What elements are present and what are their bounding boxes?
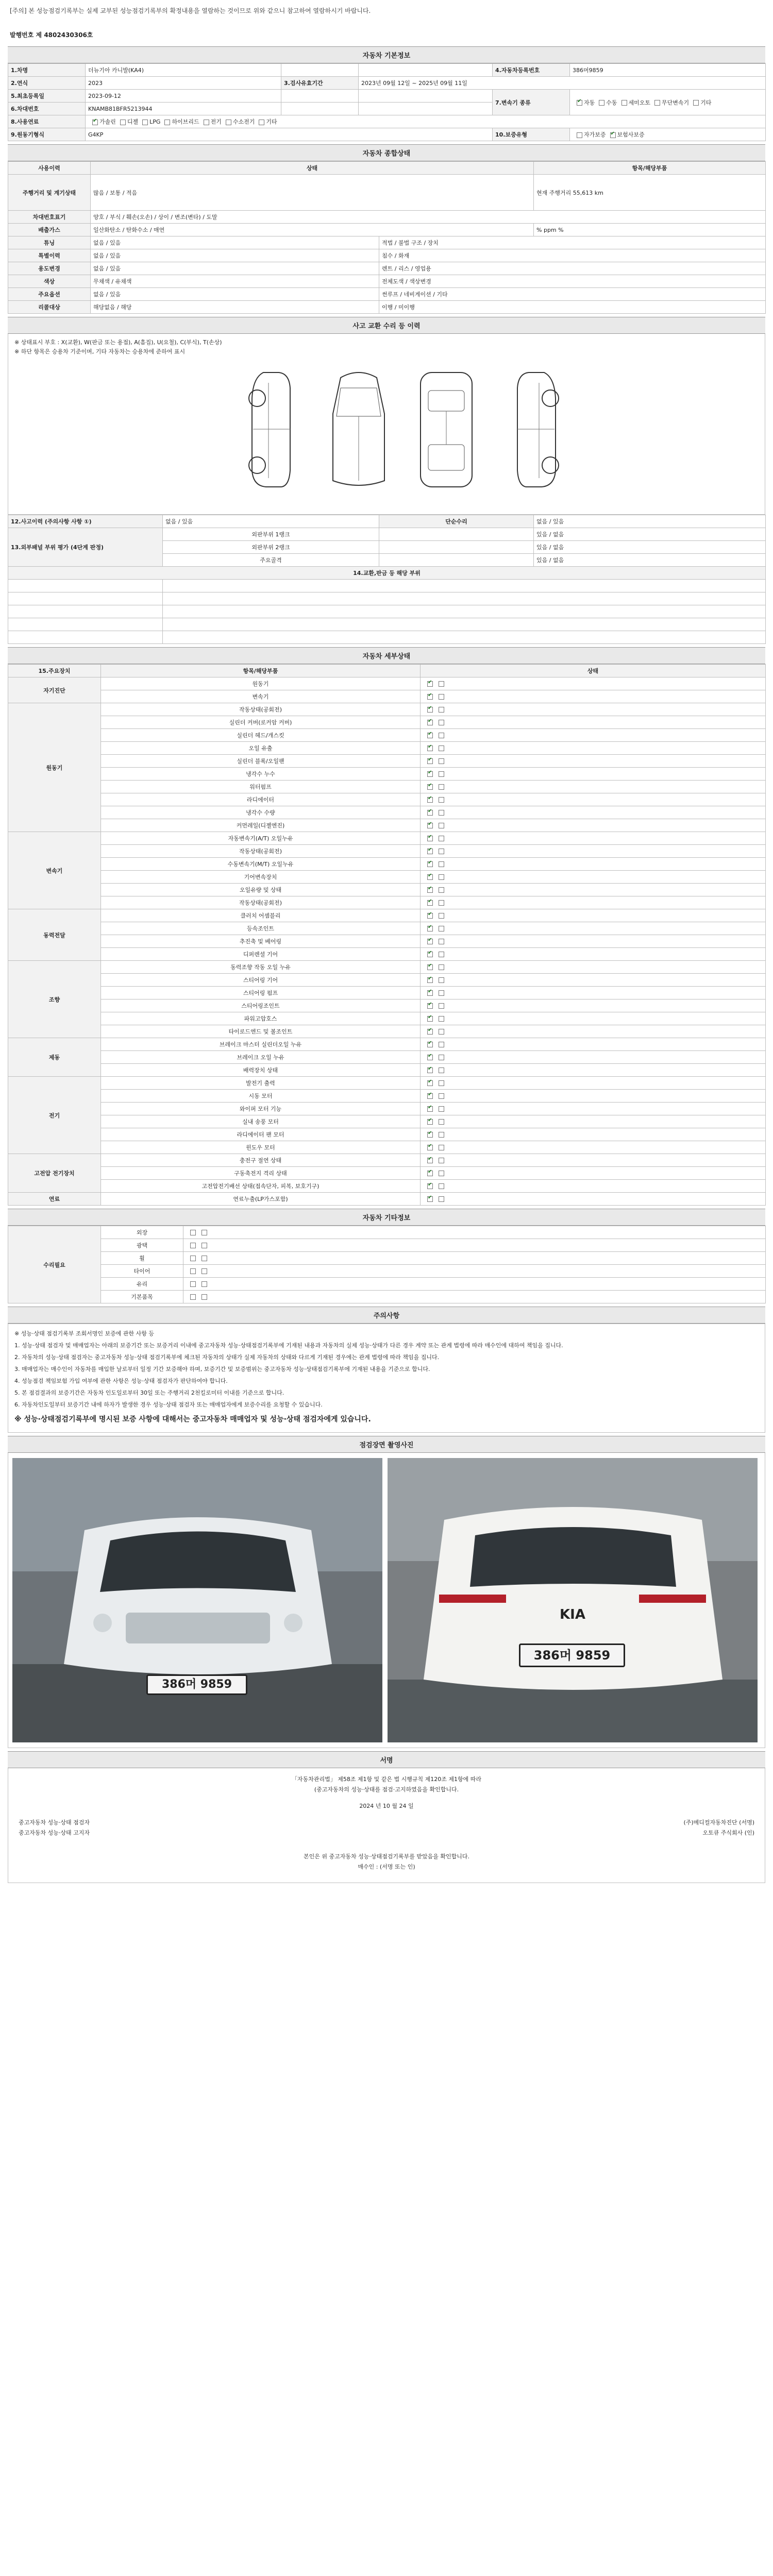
top-note: [주의] 본 성능점검기록부는 실제 교부된 성능점검기록부의 확정내용을 열람하는 것이므로 위와 같으니 참고하여 열람하시기 바랍니다. xyxy=(10,7,371,14)
row-label: 12.사고이력 (주의사항 사항 ①) xyxy=(8,515,163,528)
detail-status-table xyxy=(8,664,766,1206)
basic-info-table xyxy=(8,63,766,141)
item-label: 오일 유출 xyxy=(101,742,421,755)
item-state xyxy=(421,1090,766,1103)
item-state xyxy=(421,1154,766,1167)
row-value: 있음 / 없음 xyxy=(534,554,766,567)
label: 10.보증유형 xyxy=(493,128,570,141)
item-label: 등속조인트 xyxy=(101,922,421,935)
item-label: 발전기 출력 xyxy=(101,1077,421,1090)
detail-row xyxy=(8,1103,766,1115)
item-state xyxy=(421,896,766,909)
caution-item: 2. 자동차의 성능·상태 점검자는 중고자동차 성능·상태 점검기록부에 체크된 자동차의 상태가 실제 자동차의 상태와 다르게 기재된 경우에는 관계 법령에 따라 책임을 집니다. xyxy=(14,1354,440,1361)
other-row xyxy=(8,1291,766,1303)
detail-row xyxy=(8,871,766,884)
caution-item: ※ 성능·상태 점검기록부 조회서명인 보증에 관한 사항 등 xyxy=(14,1330,154,1337)
row-state: 없음 / 있음 xyxy=(91,249,379,262)
item-label: 실린더 커버(로커암 커버) xyxy=(101,716,421,729)
item-label: 워터펌프 xyxy=(101,781,421,793)
detail-row xyxy=(8,1077,766,1090)
detail-row xyxy=(8,716,766,729)
other-item: 타이어 xyxy=(101,1265,183,1278)
header-cell: 상태 xyxy=(421,665,766,677)
detail-row xyxy=(8,1193,766,1206)
item-state xyxy=(421,974,766,987)
item-label: 스티어링조인트 xyxy=(101,999,421,1012)
item-label: 시동 모터 xyxy=(101,1090,421,1103)
other-state xyxy=(183,1265,766,1278)
item-label: 타이로드엔드 및 볼조인트 xyxy=(101,1025,421,1038)
item-state xyxy=(421,948,766,961)
detail-row xyxy=(8,703,766,716)
row-value: 없음 / 있음 xyxy=(163,515,379,528)
item-state xyxy=(421,819,766,832)
detail-row xyxy=(8,1090,766,1103)
detail-row xyxy=(8,768,766,781)
inspector-label: 중고자동차 성능·상태 점검자 xyxy=(19,1819,90,1826)
item-state xyxy=(421,1103,766,1115)
item-state xyxy=(421,858,766,871)
basic-info-title: 자동차 기본정보 xyxy=(8,46,765,63)
plate-number: 386머9859 xyxy=(570,64,766,77)
detail-row xyxy=(8,793,766,806)
row-extra: 적법 / 불법 구조 / 장치 xyxy=(379,236,766,249)
label: 9.원동기형식 xyxy=(8,128,86,141)
signature-title: 서명 xyxy=(8,1751,765,1768)
item-state xyxy=(421,755,766,768)
detail-row xyxy=(8,948,766,961)
group-label: 전기 xyxy=(8,1077,101,1154)
label: 4.자동차등록번호 xyxy=(493,64,570,77)
row-state: 일산화탄소 / 탄화수소 / 매연 xyxy=(91,224,534,236)
item-label: 고전압전기배선 상태(접속단자, 피복, 보호기구) xyxy=(101,1180,421,1193)
group-label: 연료 xyxy=(8,1193,101,1206)
notifier-name: 오토큐 주식회사 (인) xyxy=(702,1829,754,1836)
detail-row xyxy=(8,884,766,896)
transmission-options: ✔ 자동 수동 세미오토 무단변속기 기타 xyxy=(570,90,766,115)
detail-row xyxy=(8,819,766,832)
rear-photo xyxy=(388,1458,758,1742)
item-state xyxy=(421,922,766,935)
photos-title: 점검장면 촬영사진 xyxy=(8,1436,765,1453)
row-value: 주요골격 xyxy=(163,554,379,567)
item-state xyxy=(421,768,766,781)
item-label: 브레이크 오일 누유 xyxy=(101,1051,421,1064)
item-label: 파워고압호스 xyxy=(101,1012,421,1025)
other-state xyxy=(183,1226,766,1239)
detail-row xyxy=(8,896,766,909)
other-item: 기본품목 xyxy=(101,1291,183,1303)
detail-row xyxy=(8,755,766,768)
item-label: 기어변속장치 xyxy=(101,871,421,884)
row-label: 주행거리 및 계기상태 xyxy=(8,175,91,211)
row-label: 특별이력 xyxy=(8,249,91,262)
row-value: 있음 / 없음 xyxy=(534,528,766,541)
caution-item: 4. 성능점검 책임보험 가입 여부에 관한 사항은 성능·상태 점검자가 판단하여야 합니다. xyxy=(14,1378,228,1384)
label: 3.검사유효기간 xyxy=(281,77,359,90)
item-state xyxy=(421,1064,766,1077)
row-extra: 렌트 / 리스 / 영업용 xyxy=(379,262,766,275)
legend-line: ※ 상태표시 부호 : X(교환), W(판금 또는 용접), A(흠집), U(요철), C(부식), T(손상) xyxy=(14,339,222,346)
item-state xyxy=(421,935,766,948)
inspection-period: 2023년 09월 12일 ~ 2025년 09월 11일 xyxy=(359,77,766,90)
item-label: 구동축전지 격리 상태 xyxy=(101,1167,421,1180)
item-state xyxy=(421,1115,766,1128)
signature-block xyxy=(8,1768,765,1883)
row-extra: 침수 / 화재 xyxy=(379,249,766,262)
detail-row xyxy=(8,729,766,742)
item-state xyxy=(421,909,766,922)
header-cell: 상태 xyxy=(91,162,534,175)
fuel-options: ✔ 가솔린 디젤 LPG 하이브리드 전기 수소전기 기타 xyxy=(86,115,766,128)
detail-row xyxy=(8,845,766,858)
item-label: 커먼레일(디젤엔진) xyxy=(101,819,421,832)
row-extra: % ppm % xyxy=(534,224,766,236)
row-label: 용도변경 xyxy=(8,262,91,275)
caution-item: 1. 성능·상태 점검자 및 매매업자는 아래의 보증기간 또는 보증거리 이내에 중고자동차 성능·상태점검기록부에 기재된 내용과 자동차의 실제 성능·상태가 다른 경우 계약 또는 관계 법령에 따라 매수인에 대하여 책임을 집니다. xyxy=(14,1342,563,1349)
item-label: 브레이크 마스터 실린더오일 누유 xyxy=(101,1038,421,1051)
item-label: 냉각수 누수 xyxy=(101,768,421,781)
inspection-photos xyxy=(8,1453,765,1748)
accident-history-title: 사고 교환 수리 등 이력 xyxy=(8,317,765,334)
row-label: 튜닝 xyxy=(8,236,91,249)
license-plate: 386머 9859 xyxy=(146,1674,247,1695)
row-label: 13.외부패널 부위 평가 (4단계 판정) xyxy=(8,528,163,567)
item-label: 변속기 xyxy=(101,690,421,703)
label: 1.차명 xyxy=(8,64,86,77)
buyer-confirm: 본인은 위 중고자동차 성능·상태점검기록부를 받았음을 확인합니다. xyxy=(303,1853,469,1860)
item-state xyxy=(421,1128,766,1141)
label: 5.최초등록일 xyxy=(8,90,86,103)
item-label: 윈도우 모터 xyxy=(101,1141,421,1154)
repair-label: 수리필요 xyxy=(8,1226,101,1303)
detail-row xyxy=(8,832,766,845)
item-label: 냉각수 수량 xyxy=(101,806,421,819)
item-label: 작동상태(공회전) xyxy=(101,845,421,858)
other-item: 휠 xyxy=(101,1252,183,1265)
item-state xyxy=(421,961,766,974)
license-plate: 386머 9859 xyxy=(519,1643,625,1667)
header-cell: 사용이력 xyxy=(8,162,91,175)
row-state: 없음 / 있음 xyxy=(91,262,379,275)
detail-row xyxy=(8,1038,766,1051)
detail-row xyxy=(8,974,766,987)
item-state xyxy=(421,987,766,999)
item-state xyxy=(421,1051,766,1064)
car-right-side-icon xyxy=(503,367,565,491)
item-label: 연료누출(LP가스포함) xyxy=(101,1193,421,1206)
other-info-title: 자동차 기타정보 xyxy=(8,1209,765,1226)
row-state: 양호 / 부식 / 훼손(오손) / 상이 / 변조(변타) / 도말 xyxy=(91,211,766,224)
first-registration: 2023-09-12 xyxy=(86,90,281,103)
other-info-table xyxy=(8,1226,766,1303)
detail-title: 14.교환,판금 등 해당 부위 xyxy=(8,567,766,580)
item-state xyxy=(421,716,766,729)
item-label: 와이퍼 모터 기능 xyxy=(101,1103,421,1115)
item-state xyxy=(421,884,766,896)
item-state xyxy=(421,1025,766,1038)
svg-text:KIA: KIA xyxy=(560,1607,585,1622)
detail-row xyxy=(8,1025,766,1038)
warranty-options: 자가보증✔ 보험사보증 xyxy=(570,128,766,141)
item-state xyxy=(421,832,766,845)
item-label: 동력조향 작동 오일 누유 xyxy=(101,961,421,974)
row-extra: 썬루프 / 네비게이션 / 기타 xyxy=(379,288,766,301)
buyer-signature: 매수인 : (서명 또는 인) xyxy=(358,1863,415,1870)
legend-line: ※ 하단 항목은 승용차 기준이며, 기타 자동차는 승용차에 준하여 표시 xyxy=(14,348,186,355)
item-label: 라디에이터 xyxy=(101,793,421,806)
group-label: 조향 xyxy=(8,961,101,1038)
item-state xyxy=(421,793,766,806)
other-row xyxy=(8,1226,766,1239)
other-state xyxy=(183,1291,766,1303)
row-label: 배출가스 xyxy=(8,224,91,236)
item-state xyxy=(421,845,766,858)
item-label: 배력장치 상태 xyxy=(101,1064,421,1077)
caution-emphasis: ※ 성능·상태점검기록부에 명시된 보증 사항에 대해서는 중고자동차 매매업자 및 성능·상태 점검자에게 있습니다. xyxy=(14,1415,371,1423)
label: 8.사용연료 xyxy=(8,115,86,128)
sign-date: 2024 년 10 월 24 일 xyxy=(359,1803,414,1809)
other-item: 외장 xyxy=(101,1226,183,1239)
document-number: 발행번호 제 4802430306호 xyxy=(10,31,93,39)
detail-row xyxy=(8,742,766,755)
row-label: 주요옵션 xyxy=(8,288,91,301)
other-item: 유리 xyxy=(101,1278,183,1291)
row-label: 단순수리 xyxy=(379,515,534,528)
model-year: 2023 xyxy=(86,77,281,90)
group-label: 고전압 전기장치 xyxy=(8,1154,101,1193)
other-state xyxy=(183,1252,766,1265)
other-row xyxy=(8,1252,766,1265)
mileage: 현재 주행거리 55,613 km xyxy=(534,175,766,211)
notifier-label: 중고자동차 성능·상태 고지자 xyxy=(19,1829,90,1836)
group-label: 동력전달 xyxy=(8,909,101,961)
item-label: 추진축 및 베어링 xyxy=(101,935,421,948)
row-label: 색상 xyxy=(8,275,91,288)
caution-notes xyxy=(8,1324,765,1433)
row-label: 리콜대상 xyxy=(8,301,91,314)
item-state xyxy=(421,806,766,819)
detail-row xyxy=(8,806,766,819)
sign-line: (중고자동차의 성능·상태를 점검·고지하였음을 확인합니다. xyxy=(314,1786,459,1793)
label: 6.차대번호 xyxy=(8,103,86,115)
vin: KNAMB81BFR5213944 xyxy=(86,103,281,115)
header-cell: 항목/해당부품 xyxy=(534,162,766,175)
item-state xyxy=(421,703,766,716)
row-value: 외판부위 1랭크 xyxy=(163,528,379,541)
row-state: 해당없음 / 해당 xyxy=(91,301,379,314)
item-label: 실내 송풍 모터 xyxy=(101,1115,421,1128)
item-label: 원동기 xyxy=(101,677,421,690)
item-state xyxy=(421,871,766,884)
group-label: 원동기 xyxy=(8,703,101,832)
item-state xyxy=(421,1012,766,1025)
caution-item: 5. 본 점검결과의 보증기간은 자동차 인도일로부터 30일 또는 주행거리 2천킬로미터 이내를 기준으로 합니다. xyxy=(14,1389,284,1396)
front-photo xyxy=(12,1458,382,1742)
caution-title: 주의사항 xyxy=(8,1307,765,1324)
detail-row xyxy=(8,1154,766,1167)
detail-row xyxy=(8,690,766,703)
item-state xyxy=(421,999,766,1012)
detail-row xyxy=(8,922,766,935)
detail-row xyxy=(8,1167,766,1180)
detail-row xyxy=(8,909,766,922)
group-label: 자기진단 xyxy=(8,677,101,703)
item-state xyxy=(421,1038,766,1051)
item-state xyxy=(421,1167,766,1180)
detail-row xyxy=(8,1064,766,1077)
row-extra: 전체도색 / 색상변경 xyxy=(379,275,766,288)
row-value: 있음 / 없음 xyxy=(534,541,766,554)
item-label: 클러치 어셈블리 xyxy=(101,909,421,922)
detail-row xyxy=(8,1012,766,1025)
car-left-side-icon xyxy=(243,367,305,491)
item-label: 자동변속기(A/T) 오일누유 xyxy=(101,832,421,845)
car-name: 더뉴기아 카니발(KA4) xyxy=(86,64,281,77)
engine-type: G4KP xyxy=(86,128,493,141)
header-cell: 15.주요장치 xyxy=(8,665,101,677)
group-label: 제동 xyxy=(8,1038,101,1077)
row-extra: 이행 / 미이행 xyxy=(379,301,766,314)
row-state: 무채색 / 유채색 xyxy=(91,275,379,288)
item-label: 작동상태(공회전) xyxy=(101,703,421,716)
overall-status-title: 자동차 종합상태 xyxy=(8,144,765,161)
caution-item: 3. 매매업자는 매수인이 자동차를 매입한 날로부터 일정 기간 보증해야 하며, 보증기간 및 보증범위는 중고자동차 성능·상태점검기록부에 기재된 내용을 기준으로 합니다. xyxy=(14,1366,430,1372)
item-label: 실린더 헤드/개스킷 xyxy=(101,729,421,742)
detail-row xyxy=(8,1115,766,1128)
item-label: 오일유량 및 상태 xyxy=(101,884,421,896)
group-label: 변속기 xyxy=(8,832,101,909)
car-top-view-icon xyxy=(410,367,482,491)
item-state xyxy=(421,1141,766,1154)
detail-row xyxy=(8,781,766,793)
other-state xyxy=(183,1239,766,1252)
caution-item: 6. 자동차인도일부터 보증기간 내에 하자가 발생한 경우 성능·상태 점검자 또는 매매업자에게 보증수리를 요청할 수 있습니다. xyxy=(14,1401,323,1408)
row-state: 없음 / 있음 xyxy=(91,236,379,249)
item-state xyxy=(421,1180,766,1193)
item-state xyxy=(421,690,766,703)
detail-row xyxy=(8,999,766,1012)
item-state xyxy=(421,1077,766,1090)
detail-row xyxy=(8,677,766,690)
detail-status-title: 자동차 세부상태 xyxy=(8,647,765,664)
item-label: 수동변속기(M/T) 오일누유 xyxy=(101,858,421,871)
detail-row xyxy=(8,935,766,948)
detail-row xyxy=(8,1128,766,1141)
item-state xyxy=(421,781,766,793)
item-state xyxy=(421,1193,766,1206)
overall-status-table xyxy=(8,161,766,314)
row-value: 없음 / 있음 xyxy=(534,515,766,528)
item-state xyxy=(421,729,766,742)
detail-row xyxy=(8,987,766,999)
item-label: 스티어링 기어 xyxy=(101,974,421,987)
item-label: 실린더 블록/오일팬 xyxy=(101,755,421,768)
accident-table xyxy=(8,515,766,644)
header-cell: 항목/해당부품 xyxy=(101,665,421,677)
item-label: 작동상태(공회전) xyxy=(101,896,421,909)
item-label: 디퍼렌셜 기어 xyxy=(101,948,421,961)
item-label: 라디에이터 팬 모터 xyxy=(101,1128,421,1141)
inspector-name: (주)메디컬자동차진단 (서명) xyxy=(683,1819,754,1826)
other-row xyxy=(8,1265,766,1278)
item-label: 충전구 절연 상태 xyxy=(101,1154,421,1167)
car-diagram xyxy=(8,334,765,515)
row-value: 외판부위 2랭크 xyxy=(163,541,379,554)
row-label: 차대번호표기 xyxy=(8,211,91,224)
other-row xyxy=(8,1278,766,1291)
row-state: 없음 / 있음 xyxy=(91,288,379,301)
other-state xyxy=(183,1278,766,1291)
label: 7.변속기 종류 xyxy=(493,90,570,115)
detail-row xyxy=(8,1051,766,1064)
detail-row xyxy=(8,961,766,974)
item-state xyxy=(421,742,766,755)
row-state: 많음 / 보통 / 적음 xyxy=(91,175,534,211)
detail-row xyxy=(8,858,766,871)
item-label: 스티어링 펌프 xyxy=(101,987,421,999)
other-item: 광택 xyxy=(101,1239,183,1252)
car-top-front-icon xyxy=(325,367,392,491)
other-row xyxy=(8,1239,766,1252)
label: 2.연식 xyxy=(8,77,86,90)
detail-row xyxy=(8,1180,766,1193)
sign-line: 「자동차관리법」 제58조 제1항 및 같은 법 시행규칙 제120조 제1항에 따라 xyxy=(291,1776,482,1783)
item-state xyxy=(421,677,766,690)
detail-row xyxy=(8,1141,766,1154)
